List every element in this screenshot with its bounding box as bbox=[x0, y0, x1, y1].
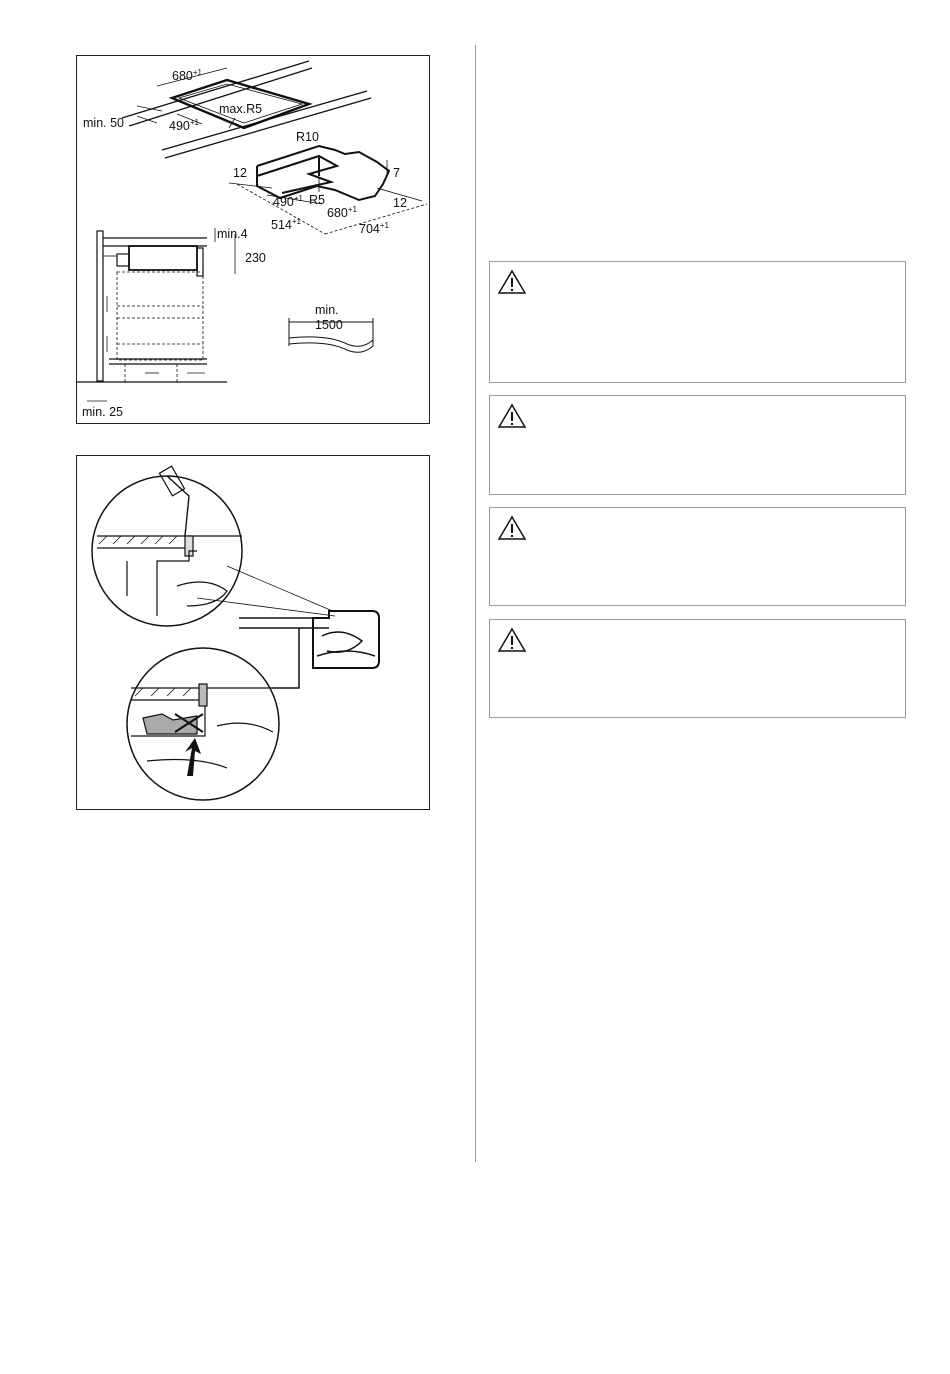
column-divider bbox=[475, 45, 476, 1162]
warning-box-4 bbox=[489, 619, 906, 718]
recess-edge-right-label: 12 bbox=[393, 196, 407, 210]
sealing-detail-drawing bbox=[77, 456, 431, 811]
outer-radius-label: R10 bbox=[296, 130, 319, 144]
warning-triangle-icon bbox=[497, 403, 527, 429]
warning-box-2 bbox=[489, 395, 906, 495]
max-radius-label: max.R5 bbox=[219, 102, 263, 116]
wall-clearance-label: min. 25 bbox=[82, 405, 123, 419]
installation-dimensions-figure bbox=[76, 55, 430, 424]
arrow-up-icon bbox=[185, 738, 201, 776]
installation-dimensions-drawing bbox=[77, 56, 431, 425]
install-height-label: 230 bbox=[245, 251, 266, 265]
warning-box-3 bbox=[489, 507, 906, 606]
outer-width-label: $704^{+1}$ bbox=[359, 221, 389, 236]
recess-height-label: 7 bbox=[393, 166, 400, 180]
outer-depth-label: $514^{+1}$ bbox=[271, 217, 301, 232]
inner-radius-label: R5 bbox=[309, 193, 325, 207]
cutout-depth-label: $490^{+1}$ bbox=[169, 118, 199, 133]
top-gap-label: min.4 bbox=[217, 227, 248, 241]
cutout-width-label: $680^{+1}$ bbox=[172, 68, 202, 83]
warning-box-1 bbox=[489, 261, 906, 383]
warning-triangle-icon bbox=[497, 269, 527, 295]
cable-length-label: 1500 bbox=[315, 318, 343, 332]
warning-triangle-icon bbox=[497, 627, 527, 653]
front-clearance-label: min. 50 bbox=[83, 116, 124, 130]
inner-depth-label: $490^{+1}$ bbox=[273, 194, 303, 209]
cable-min-label: min. bbox=[315, 303, 339, 317]
warning-triangle-icon bbox=[497, 515, 527, 541]
recess-edge-left-label: 12 bbox=[233, 166, 247, 180]
inner-width-label: $680^{+1}$ bbox=[327, 205, 357, 220]
sealing-detail-figure bbox=[76, 455, 430, 810]
